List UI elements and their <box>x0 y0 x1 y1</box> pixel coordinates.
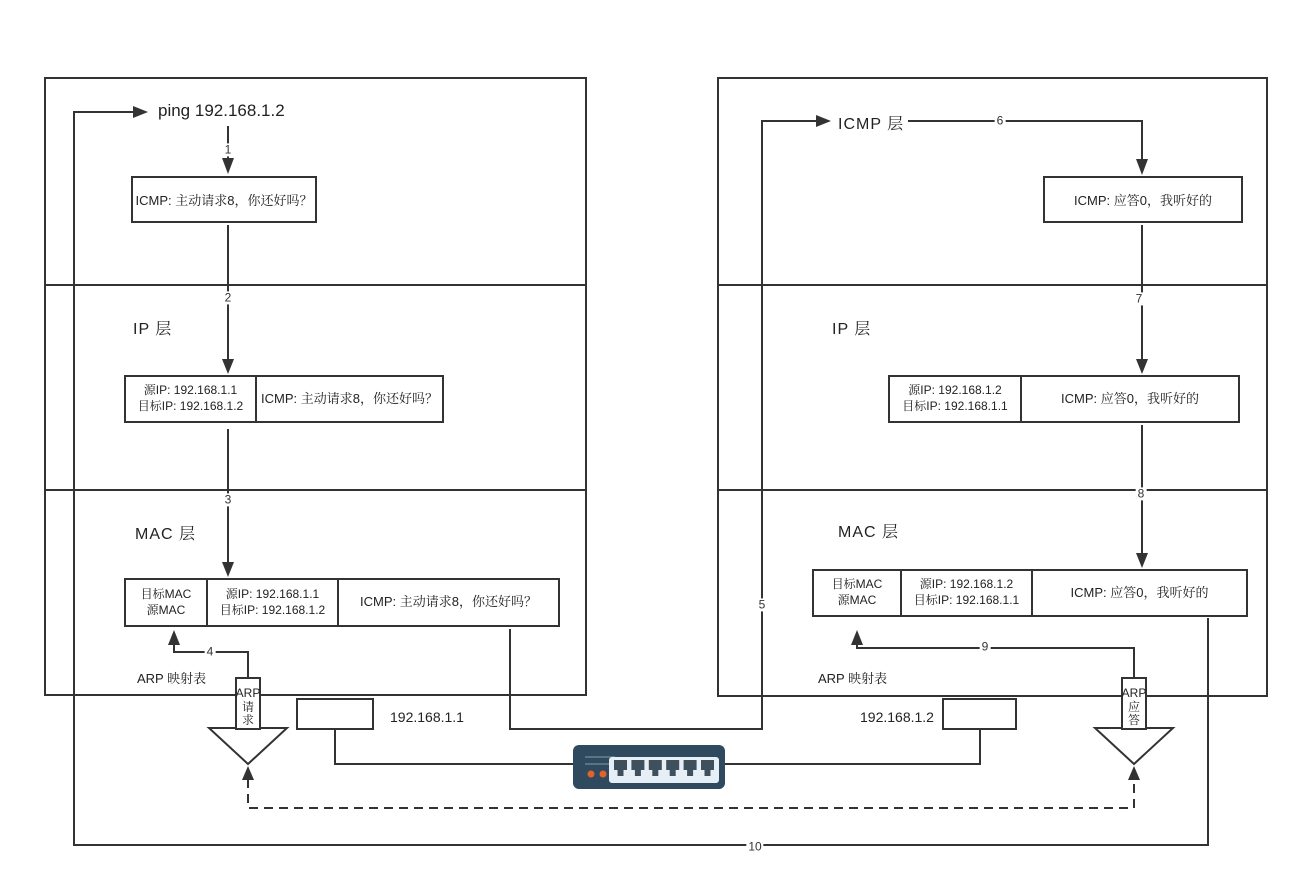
nic-box-right <box>942 698 1017 730</box>
step-number-5: 5 <box>758 597 766 612</box>
ip-payload-cell: ICMP: 主动请求8，你还好吗？ <box>255 377 442 421</box>
src-ip: 源IP: 192.168.1.2 <box>919 577 1014 592</box>
arp-table-label-left: ARP 映射表 <box>137 671 207 686</box>
arp-request-funnel-box <box>235 677 261 730</box>
mac-payload-cell: ICMP: 应答0，我听好的 <box>1031 571 1246 615</box>
step-number-8: 8 <box>1137 486 1145 501</box>
step-number-2: 2 <box>224 290 232 305</box>
ip-header-cell <box>890 377 1020 421</box>
nic-box-left <box>296 698 374 730</box>
src-ip: 源IP: 192.168.1.1 <box>225 586 320 601</box>
step-arrowhead-7 <box>1136 359 1148 374</box>
ip-packet-left <box>124 375 444 423</box>
arp-funnel-line2: 应答 <box>1127 699 1140 727</box>
icmp-request-box: ICMP: 主动请求8，你还好吗？ <box>131 176 317 223</box>
cable-left-to-switch <box>335 730 574 764</box>
mac-frame-right <box>812 569 1248 617</box>
ip-address-label-left: 192.168.1.1 <box>390 709 464 725</box>
mac-header-cell <box>126 580 206 625</box>
step-line-5 <box>510 121 816 729</box>
step-arrowhead-3 <box>222 562 234 577</box>
step-arrowhead-5 <box>816 115 831 127</box>
ping-arrowhead <box>133 106 148 118</box>
step-number-7: 7 <box>1135 291 1143 306</box>
step-arrowhead-9 <box>851 630 863 645</box>
cable-right-to-switch <box>724 730 980 764</box>
step-arrowhead-4 <box>168 630 180 645</box>
src-ip: 源IP: 192.168.1.1 <box>143 383 238 398</box>
step-number-9: 9 <box>981 639 989 654</box>
step-line-9 <box>857 645 1134 677</box>
dst-ip: 目标IP: 192.168.1.2 <box>137 399 244 413</box>
arp-funnel-line2: 请求 <box>241 699 254 727</box>
arp-reply-funnel-box <box>1121 677 1147 730</box>
ip-packet-right <box>888 375 1240 423</box>
dst-mac: 目标MAC <box>831 577 883 592</box>
step-number-6: 6 <box>996 113 1004 128</box>
icmp-layer-label-right: ICMP 层 <box>838 116 905 133</box>
ip-header-cell <box>126 377 255 421</box>
icmp-reply-box: ICMP: 应答0，我听好的 <box>1043 176 1243 223</box>
step-arrowhead-2 <box>222 359 234 374</box>
ip-header-cell <box>206 580 337 625</box>
arp-reply-funnel-triangle <box>1095 728 1173 764</box>
arp-broadcast-arrowhead-right <box>1128 766 1140 780</box>
mac-header-cell <box>814 571 900 615</box>
dst-ip: 目标IP: 192.168.1.1 <box>902 399 1008 413</box>
mac-frame-left <box>124 578 560 627</box>
ip-header-cell <box>900 571 1031 615</box>
ip-layer-label-right: IP 层 <box>832 321 872 338</box>
ping-command-label: ping 192.168.1.2 <box>158 101 285 120</box>
src-mac: 源MAC <box>146 602 186 617</box>
mac-layer-label-left: MAC 层 <box>135 526 197 543</box>
ip-address-label-right: 192.168.1.2 <box>860 709 934 725</box>
switch-led <box>588 771 595 778</box>
step-number-3: 3 <box>224 492 232 507</box>
step-arrowhead-1 <box>222 158 234 174</box>
ip-payload-cell: ICMP: 应答0，我听好的 <box>1020 377 1238 421</box>
step-number-1: 1 <box>224 142 232 157</box>
arp-request-funnel-triangle <box>209 728 287 764</box>
switch-led <box>600 771 607 778</box>
ip-layer-label-left: IP 层 <box>133 321 173 338</box>
dst-ip: 目标IP: 192.168.1.1 <box>913 593 1020 607</box>
step-number-10: 10 <box>748 839 762 854</box>
arp-broadcast-arrowhead-left <box>242 766 254 780</box>
arp-table-label-right: ARP 映射表 <box>818 671 888 686</box>
arp-funnel-line1: ARP <box>1121 686 1147 701</box>
dst-ip: 目标IP: 192.168.1.2 <box>219 602 326 617</box>
src-mac: 源MAC <box>837 593 877 607</box>
step-number-4: 4 <box>206 644 214 659</box>
mac-payload-cell: ICMP: 主动请求8，你还好吗？ <box>337 580 558 625</box>
dst-mac: 目标MAC <box>140 586 192 601</box>
step-line-6 <box>908 121 1142 159</box>
mac-layer-label-right: MAC 层 <box>838 524 900 541</box>
step-arrowhead-6 <box>1136 159 1148 175</box>
src-ip: 源IP: 192.168.1.2 <box>908 383 1002 398</box>
arp-funnel-line1: ARP <box>235 686 261 701</box>
network-switch-icon <box>573 745 725 789</box>
step-arrowhead-8 <box>1136 553 1148 568</box>
